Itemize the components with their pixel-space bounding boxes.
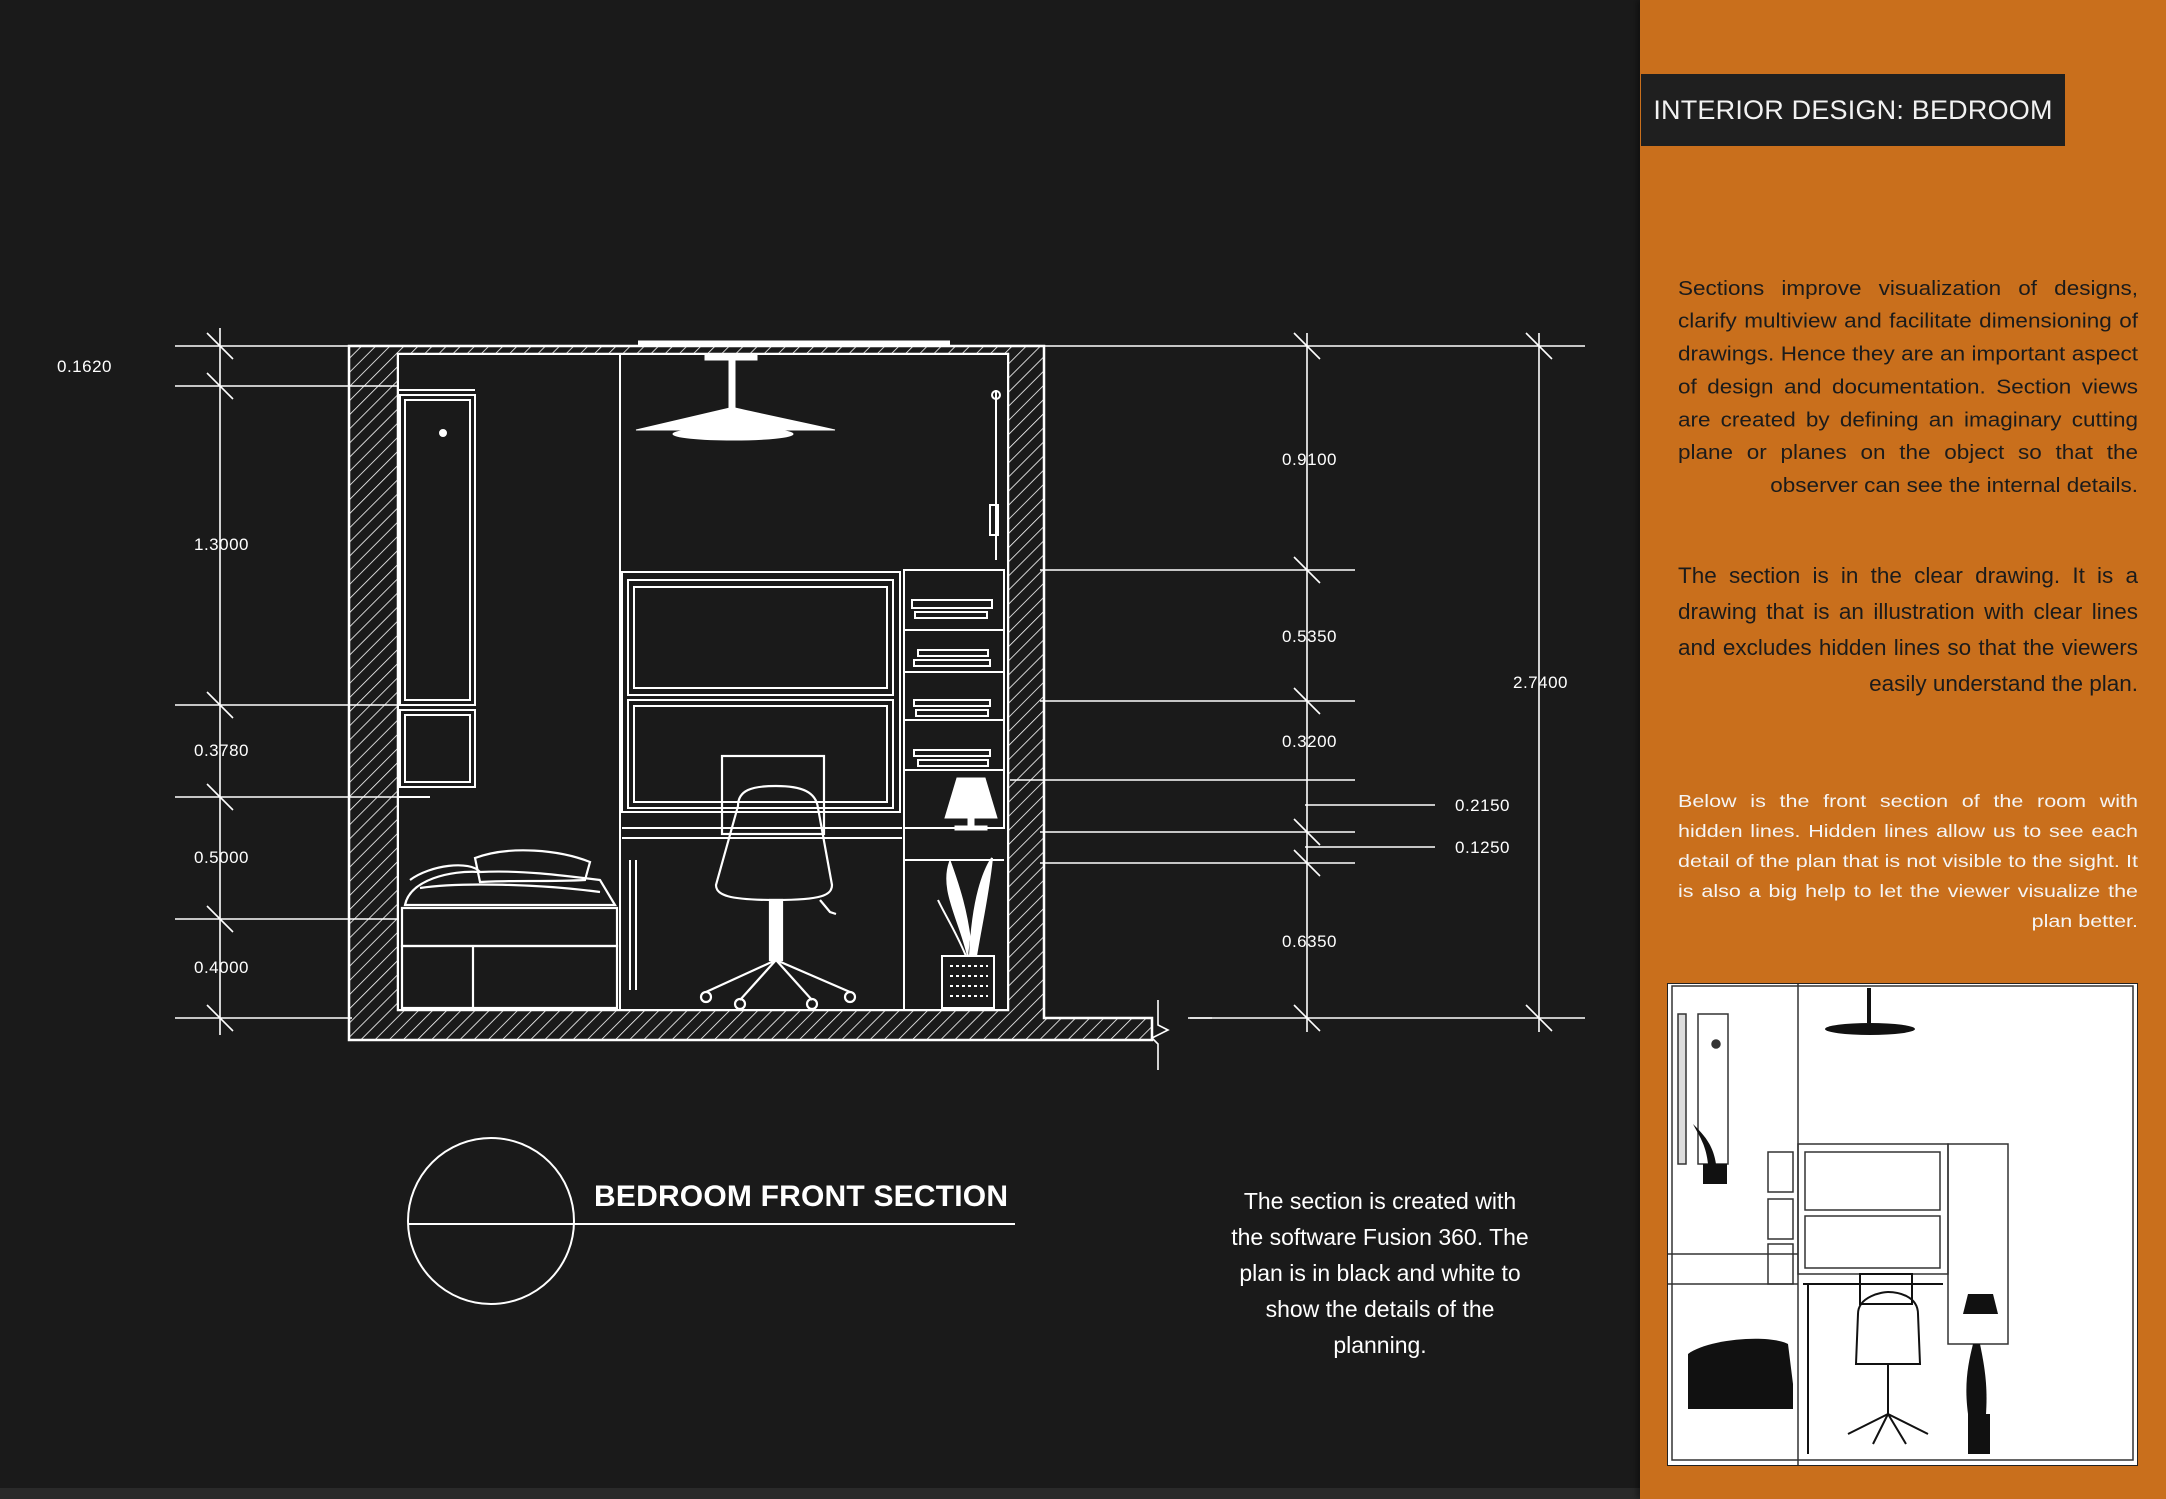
- description-paragraph: Below is the front section of the room with hidden lines. Hidden lines allow us to see each detail of the plan that is not visible to the sight. It is also a big help to let the viewer visualize the plan better.: [1678, 790, 2138, 931]
- dimension-label: 0.2150: [1455, 796, 1510, 815]
- right-extension-lines: [1010, 346, 1585, 1018]
- dimension-label: 0.1620: [57, 357, 112, 376]
- drawing-note: The section is created with the software Fusion 360. The plan is in black and white to show the details of the planning.: [1231, 1188, 1529, 1358]
- dimension-label: 0.9100: [1282, 450, 1337, 469]
- render-thumbnail-drawing: [1668, 984, 2137, 1465]
- section-symbol: [408, 1138, 1015, 1304]
- description-paragraph: The section is in the clear drawing. It is a drawing that is an illustration with clear lines and excludes hidden lines so that the viewers easily understand the plan.: [1678, 563, 2138, 696]
- page-title: INTERIOR DESIGN: BEDROOM: [1641, 74, 2065, 146]
- dimension-label: 0.3200: [1282, 732, 1337, 751]
- right-dimension-chain: [1294, 333, 1320, 1032]
- left-dimension-chain: [207, 328, 233, 1035]
- dimension-label: 0.3780: [194, 741, 249, 760]
- dimension-label: 0.6350: [1282, 932, 1337, 951]
- overall-dimension-label: 2.7400: [1513, 673, 1568, 692]
- dimension-label: 0.5000: [194, 848, 249, 867]
- dimension-label: 0.4000: [194, 958, 249, 977]
- drawing-title: BEDROOM FRONT SECTION: [594, 1180, 1009, 1213]
- render-thumbnail: [1667, 983, 2138, 1466]
- dimension-label: 0.5350: [1282, 627, 1337, 646]
- bottom-strip: [0, 1488, 1640, 1499]
- dimension-label: 0.1250: [1455, 838, 1510, 857]
- dimension-label: 1.3000: [194, 535, 249, 554]
- description-paragraph: Sections improve visualization of designs, clarify multiview and facilitate dimensioning of drawings. Hence they are an important aspect of design and documentation. Section views are created by defining an imaginary cutting plane or planes on the object so that the observer can see the internal details.: [1678, 276, 2138, 497]
